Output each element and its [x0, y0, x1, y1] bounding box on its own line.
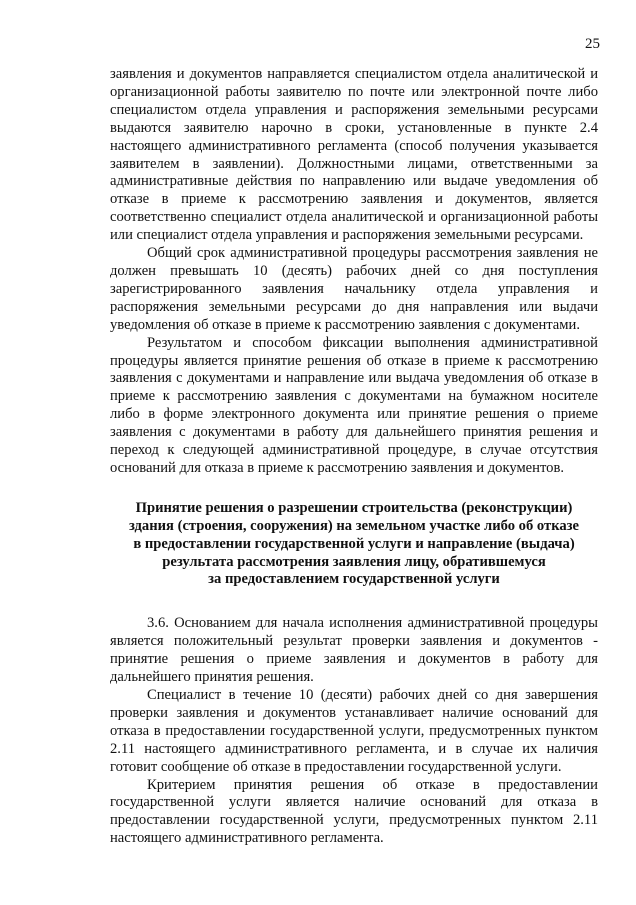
section-heading-line: результата рассмотрения заявления лицу, обратившемуся: [162, 553, 546, 570]
section-heading-line: за предоставлением государственной услуги: [208, 571, 500, 588]
document-body: [110, 66, 598, 848]
paragraph-total-term: Общий срок административной процедуры рассмотрения заявления не должен превышать 10 (десять) рабочих дней со дня поступления зарегистрированного заявления начальнику отдела управления и распоряжения земельными ресурсами до дня направления или выдачи уведомления об отказе в приеме к рассмотрению заявления с документами.: [110, 245, 598, 333]
section-heading-line: Принятие решения о разрешении строительства (реконструкции): [135, 499, 573, 516]
paragraph-specialist: Специалист в течение 10 (десяти) рабочих дней со дня завершения проверки заявления и документов устанавливает наличие оснований для отказа в предоставлении государственной услуги, предусмотренных пунктом 2.11 настоящего административного регламента, и в случае их наличия готовит сообщение об отказе в предоставлении государственной услуги.: [110, 687, 598, 775]
paragraph-3-6: 3.6. Основанием для начала исполнения административной процедуры является положительный результат проверки заявления и документов - принятие решения о приеме заявления и документов в работу для дальнейшего принятия решения.: [110, 615, 598, 686]
paragraph-criterion: Критерием принятия решения об отказе в предоставлении государственной услуги является наличие оснований для отказа в предоставлении государственной услуги, предусмотренных пунктом 2.11 настоящего административного регламента.: [110, 776, 598, 847]
page-number: 25: [585, 36, 600, 52]
paragraph-result: Результатом и способом фиксации выполнения административной процедуры является принятие решения об отказе в приеме к рассмотрению заявления с документами и направление или выдача уведомления об отказе в приеме к рассмотрению заявления с документами на бумажном носителе либо в форме электронного документа или принятие решения о приеме заявления с документами в работу для дальнейшего принятия решения и переход к следующей административной процедуре, в случае отсутствия оснований для отказа в приеме к рассмотрению заявления и документов.: [110, 334, 598, 476]
paragraph-continuation: заявления и документов направляется специалистом отдела аналитической и организационной работы заявителю по почте или электронной почте либо специалистом отдела управления и распоряжения земельными ресурсами выдаются заявителю нарочно в сроки, установленные в пункте 2.4 настоящего административного регламента (способ получения указывается заявителем в заявлении). Должностными лицами, ответственными за административные действия по направлению или выдаче уведомления об отказе в приеме к рассмотрению заявления и документов, является соответственно специалист отдела аналитической и организационной работы или специалист отдела управления и распоряжения земельными ресурсами.: [110, 66, 598, 244]
section-heading-line: здания (строения, сооружения) на земельном участке либо об отказе: [128, 517, 580, 534]
section-heading: [110, 500, 598, 590]
section-heading-line: в предоставлении государственной услуги и направление (выдача): [133, 535, 575, 552]
